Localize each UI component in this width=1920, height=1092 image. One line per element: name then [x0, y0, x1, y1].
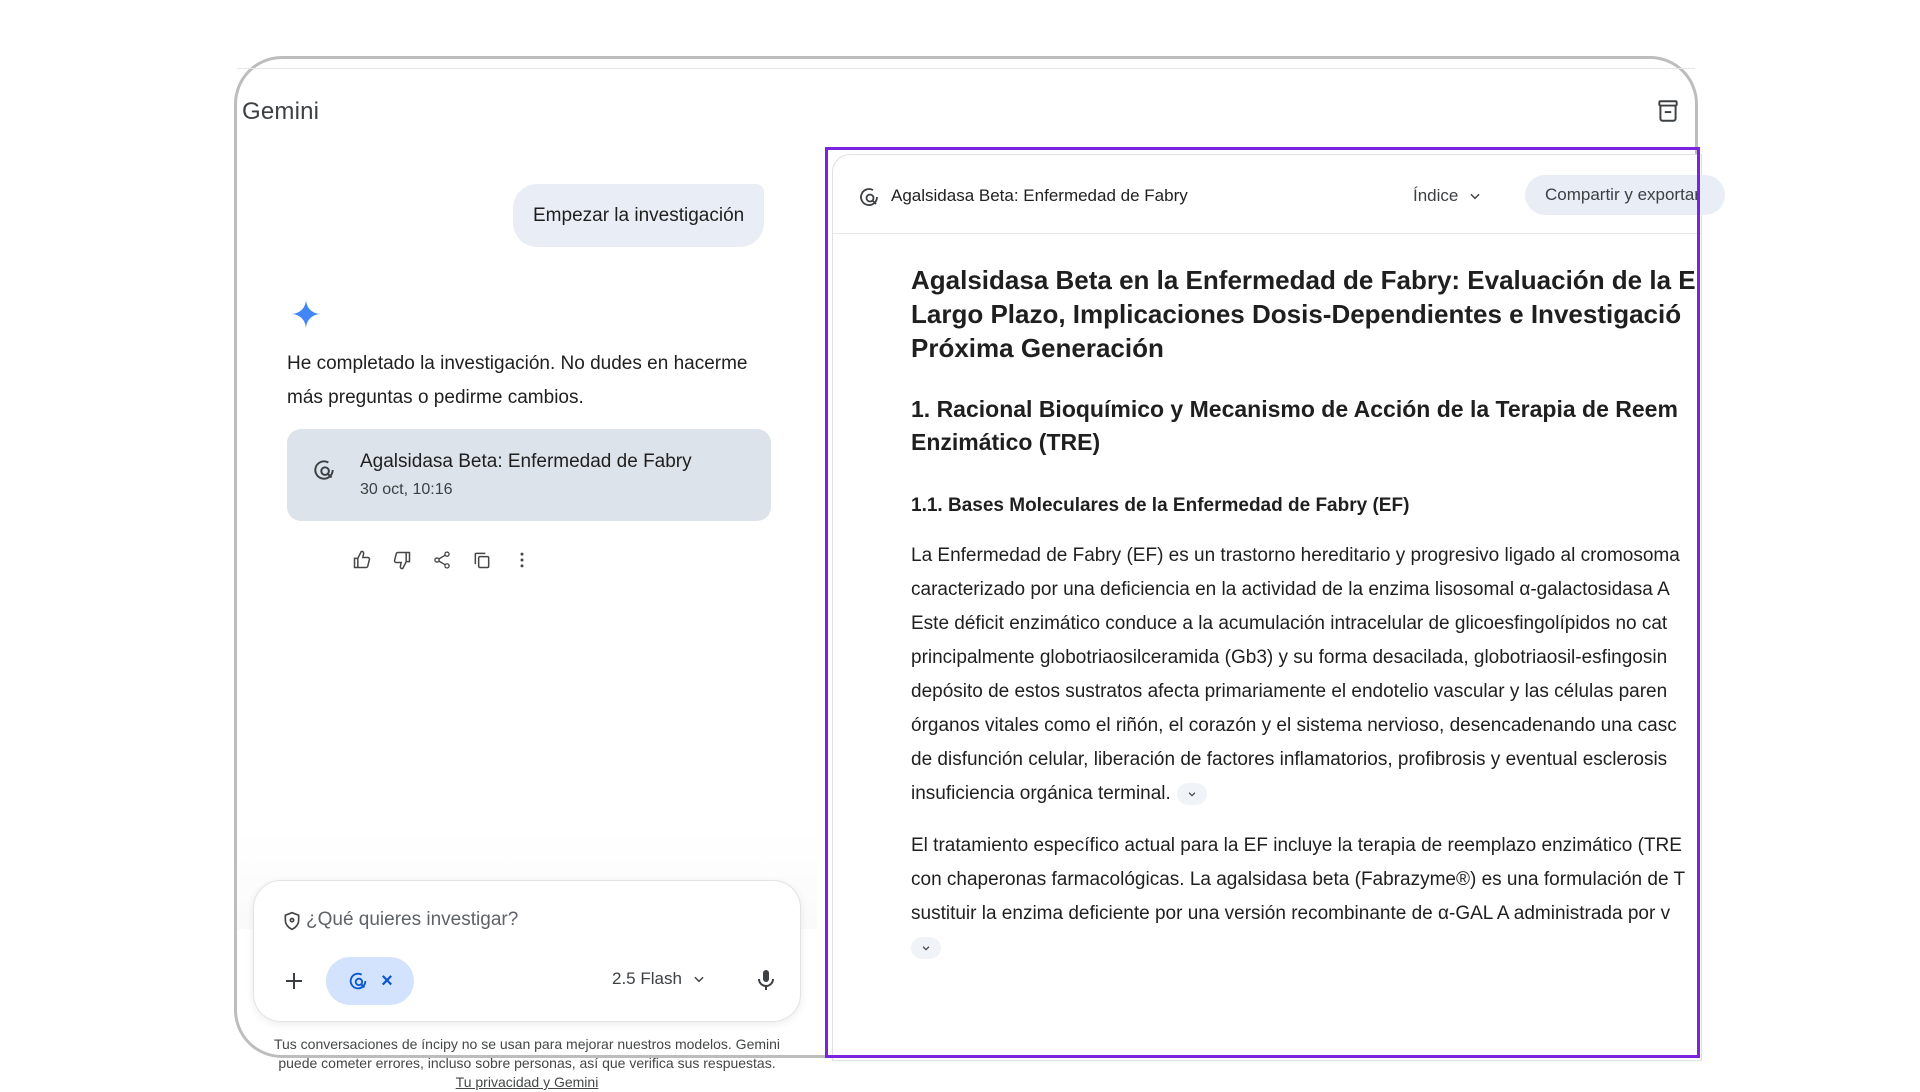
privacy-link[interactable]: Tu privacidad y Gemini [455, 1074, 599, 1090]
expand-sources-button[interactable] [1177, 783, 1207, 805]
subsection-heading: 1.1. Bases Moleculares de la Enfermedad de Fabry (EF) [911, 495, 1410, 516]
doc-title [911, 263, 1811, 365]
report-card[interactable] [287, 429, 771, 521]
paragraph-line: con chaperonas farmacológicas. La agalsidasa beta (Fabrazyme®) es una formulación de T [911, 869, 1686, 890]
shield-icon [282, 911, 302, 931]
deep-research-icon [347, 970, 369, 992]
deep-research-icon [311, 457, 337, 483]
paragraph-line-text: insuficiencia orgánica terminal. [911, 783, 1171, 804]
gemini-spark-icon [291, 299, 321, 329]
report-pane [832, 154, 1702, 1061]
mic-icon[interactable] [754, 967, 778, 993]
paragraph-line: La Enfermedad de Fabry (EF) es un trastorno hereditario y progresivo ligado al cromosoma [911, 545, 1680, 566]
model-selector[interactable] [612, 969, 706, 989]
paragraph-line: El tratamiento específico actual para la EF incluye la terapia de reemplazo enzimático (TRE [911, 835, 1682, 856]
deep-research-chip[interactable] [326, 957, 414, 1005]
report-document [911, 263, 1811, 959]
disclaimer [253, 1035, 801, 1092]
more-options-icon[interactable] [509, 547, 535, 573]
report-card-title: Agalsidasa Beta: Enfermedad de Fabry [360, 451, 692, 472]
paragraph-line: depósito de estos sustratos afecta primariamente el endotelio vascular y las células paren [911, 681, 1668, 702]
report-header-title: Agalsidasa Beta: Enfermedad de Fabry [891, 186, 1188, 205]
doc-title-line: Agalsidasa Beta en la Enfermedad de Fabry: Evaluación de la E [911, 265, 1696, 295]
share-icon[interactable] [429, 547, 455, 573]
doc-title-line: Largo Plazo, Implicaciones Dosis-Dependientes e Investigació [911, 299, 1682, 329]
paragraph-line: Este déficit enzimático conduce a la acumulación intracelular de glicoesfingolípidos no cat [911, 613, 1668, 634]
prompt-box [253, 880, 801, 1022]
report-header [833, 155, 1701, 234]
user-message: Empezar la investigación [513, 184, 764, 247]
paragraph-line [911, 777, 1811, 811]
paragraph [911, 829, 1811, 959]
model-label: 2.5 Flash [612, 969, 682, 988]
prompt-input[interactable] [306, 903, 766, 937]
paragraph-line: principalmente globotriaosilceramida (Gb3) y su forma desacilada, globotriaosil-esfingosin [911, 647, 1668, 668]
expand-sources-button[interactable] [911, 937, 941, 959]
response-text: He completado la investigación. No dudes en hacerme más preguntas o pedirme cambios. [287, 353, 748, 408]
response-actions [349, 547, 535, 573]
share-export-button[interactable]: Compartir y exportar [1525, 175, 1725, 215]
chevron-down-icon [1187, 789, 1197, 799]
section-heading-line: 1. Racional Bioquímico y Mecanismo de Acción de la Terapia de Reem [911, 396, 1678, 422]
index-dropdown[interactable] [1413, 186, 1482, 206]
thumbs-up-icon[interactable] [349, 547, 375, 573]
paragraph-line: caracterizado por una deficiencia en la actividad de la enzima lisosomal α-galactosidasa A [911, 579, 1670, 600]
deep-research-icon [857, 185, 881, 209]
chat-pane [237, 149, 817, 1090]
chevron-down-icon [1468, 189, 1482, 203]
delete-icon[interactable] [1655, 98, 1681, 124]
doc-title-line: Próxima Generación [911, 333, 1164, 363]
copy-icon[interactable] [469, 547, 495, 573]
app-title: Gemini [242, 98, 320, 125]
disclaimer-text: Tus conversaciones de íncipy no se usan para mejorar nuestros modelos. Gemini puede cometer errores, incluso sobre personas, así que verifica sus respuestas. [273, 1036, 781, 1071]
paragraph-line: sustituir la enzima deficiente por una versión recombinante de α-GAL A administrada por v [911, 903, 1671, 924]
top-divider [237, 68, 1695, 69]
thumbs-down-icon[interactable] [389, 547, 415, 573]
paragraph [911, 539, 1811, 811]
close-chip-icon[interactable]: × [381, 969, 393, 992]
section-heading-line: Enzimático (TRE) [911, 429, 1101, 455]
chevron-down-icon [921, 943, 931, 953]
section-heading [911, 393, 1811, 459]
paragraph-line: órganos vitales como el riñón, el corazón y el sistema nervioso, desencadenando una casc [911, 715, 1677, 736]
index-label: Índice [1413, 186, 1459, 205]
report-card-date: 30 oct, 10:16 [360, 481, 453, 498]
chevron-down-icon [692, 972, 706, 986]
add-icon[interactable] [282, 969, 306, 993]
paragraph-line [911, 931, 1811, 959]
paragraph-line: de disfunción celular, liberación de factores inflamatorios, profibrosis y eventual esclerosis [911, 749, 1668, 770]
device-frame [234, 56, 1700, 1090]
